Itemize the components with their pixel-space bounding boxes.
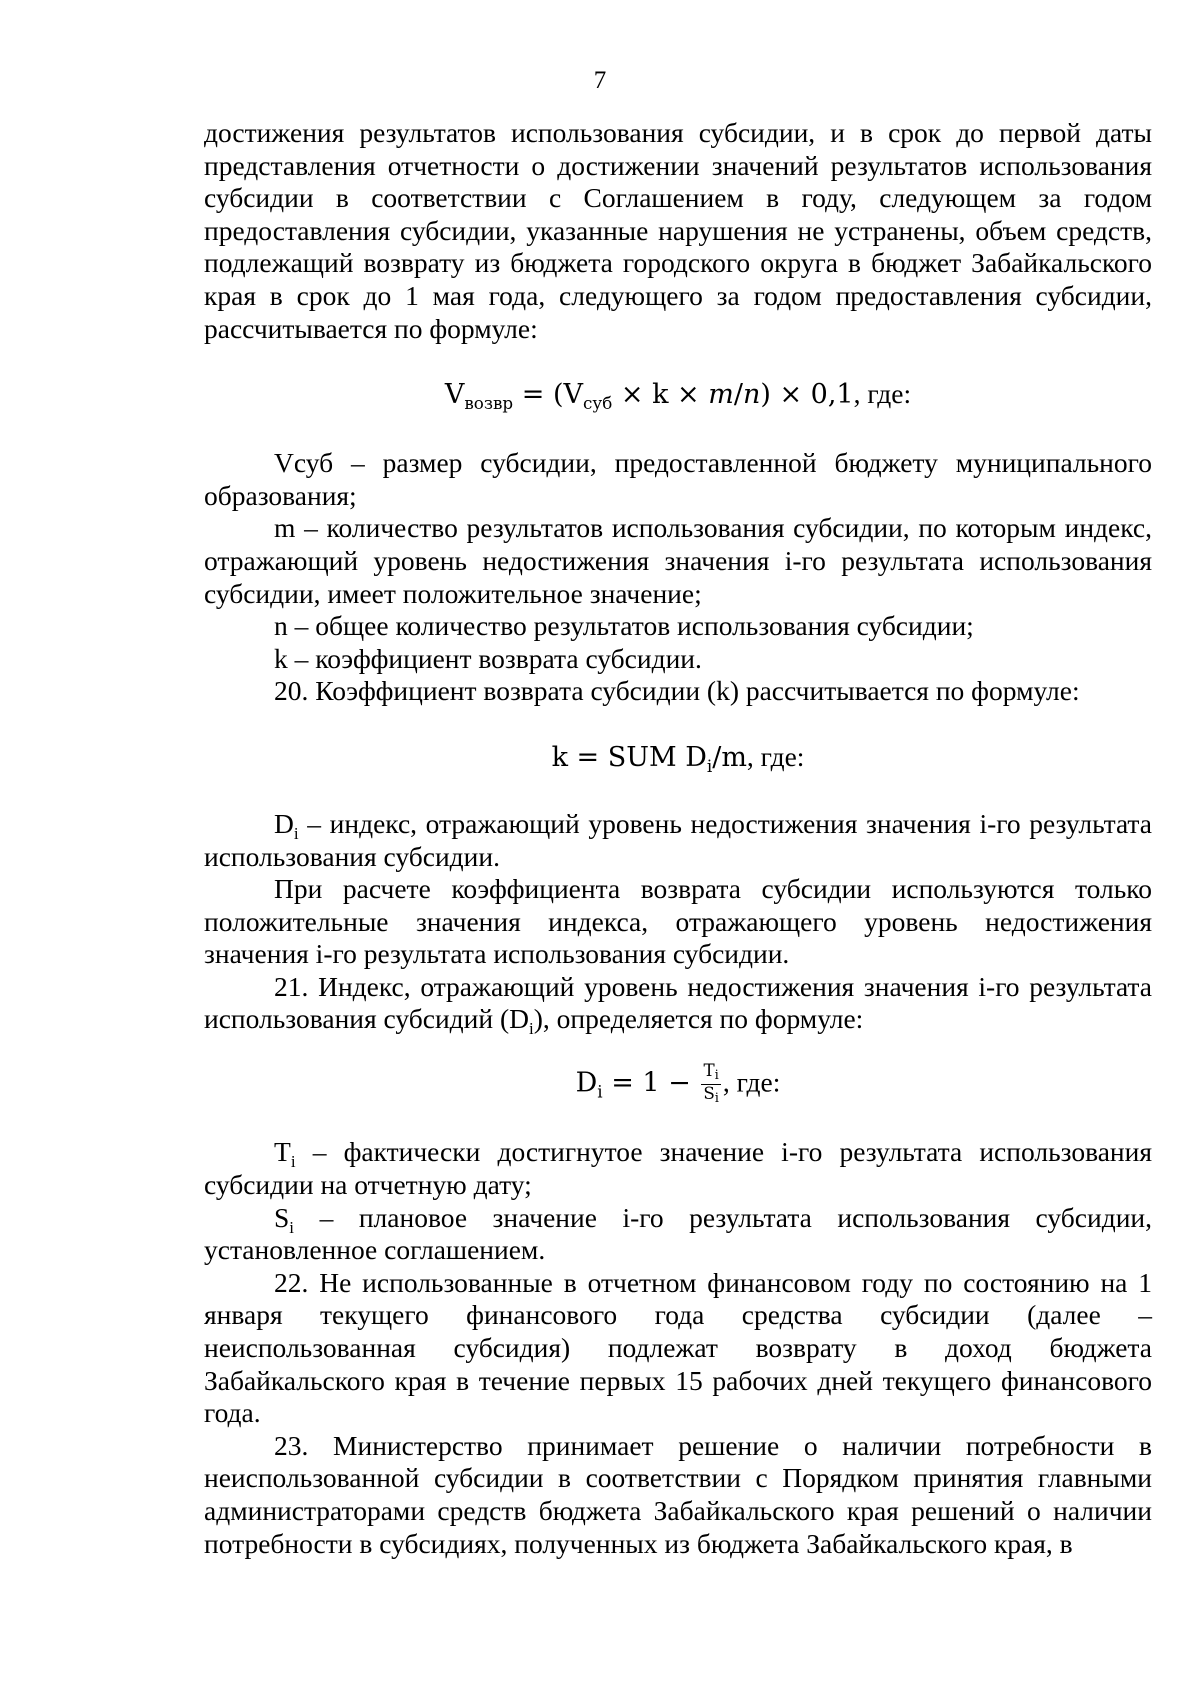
formula-k-where: , где: — [746, 740, 805, 772]
formula-di-lhs: D — [575, 1067, 598, 1099]
definition-si — [204, 1202, 1152, 1267]
fraction-numerator — [701, 1062, 720, 1085]
symbol-sub-i: i — [293, 823, 299, 843]
paragraph-21 — [204, 970, 1152, 1039]
symbol-t-sub-i: i — [290, 1152, 296, 1172]
formula-n: n — [742, 379, 761, 411]
definition-m: m – количество результатов использования субсидии, по которым индекс, отражающий уровень недостижения значения i-го результата использования субсидии, имеет положительное значение; — [204, 512, 1152, 609]
fraction-denominator — [701, 1082, 720, 1107]
denominator-sub-i: i — [714, 1089, 719, 1105]
formula-slash: / — [733, 379, 743, 411]
page-number: 7 — [593, 67, 607, 94]
formula-eq-part: = (V — [513, 379, 583, 411]
formula-var-v: V — [444, 379, 465, 411]
paragraph-21-text-a: 21. Индекс, отражающий уровень недостижения значения i-го результата использования субсидий (D — [204, 970, 1152, 1035]
document-body — [204, 117, 1152, 1560]
formula-k-rest: /m — [712, 741, 747, 773]
symbol-t: T — [274, 1136, 291, 1168]
paragraph-calculation-note: При расчете коэффициента возврата субсидии используются только положительные значения индекса, отражающего уровень недостижения значения i-го результата использования субсидии. — [204, 873, 1152, 970]
paragraph-return-conditions: достижения результатов использования субсидии, и в срок до первой даты представления отчетности о достижении значений результатов использования субсидии в соответствии с Соглашением в году, следующем за годом предоставления субсидии, указанные нарушения не устранены, объем средств, подлежащий возврату из бюджета городского округа в бюджет Забайкальского края в срок до 1 мая года, следующего за годом предоставления субсидии, рассчитывается по формуле: — [204, 117, 1152, 344]
formula-mult-part: × k × — [612, 379, 709, 411]
definition-ti-text: – фактически достигнутое значение i-го результата использования субсидии на отчетную дату; — [204, 1136, 1152, 1201]
definition-ti — [204, 1136, 1152, 1201]
formula-sub-sub: суб — [582, 393, 613, 413]
definition-di-text: – индекс, отражающий уровень недостижения значения i-го результата использования субсидии. — [204, 807, 1152, 872]
formula-where: , где: — [853, 378, 912, 410]
formula-index-di — [204, 1062, 1152, 1106]
paragraph-21-sub-i: i — [529, 1019, 534, 1039]
definition-si-text: – плановое значение i-го результата использования субсидии, установленное соглашением. — [204, 1201, 1153, 1266]
symbol-d: D — [274, 807, 294, 839]
definition-n: n – общее количество результатов использования субсидии; — [274, 610, 974, 642]
formula-di-where: , где: — [722, 1066, 781, 1098]
formula-m: m — [708, 379, 734, 411]
definition-k: k – коэффициент возврата субсидии. — [274, 642, 702, 674]
symbol-s: S — [274, 1201, 290, 1233]
formula-end: ) × 0,1 — [760, 379, 854, 411]
formula-di-mid: = 1 − — [602, 1067, 700, 1099]
numerator-sub-i: i — [714, 1067, 719, 1083]
denominator-s: S — [703, 1082, 715, 1103]
paragraph-20: 20. Коэффициент возврата субсидии (k) рассчитывается по формуле: — [274, 675, 1080, 707]
formula-return-volume — [204, 378, 1152, 411]
formula-coefficient-k — [204, 741, 1152, 774]
numerator-t: T — [703, 1060, 715, 1081]
definition-vsub: Vсуб – размер субсидии, предоставленной бюджету муниципального образования; — [204, 447, 1152, 511]
formula-sub-vozvr: возвр — [464, 393, 514, 413]
formula-fraction — [701, 1062, 720, 1106]
formula-di-sub-i: i — [597, 1081, 603, 1102]
symbol-s-sub-i: i — [289, 1217, 295, 1237]
paragraph-21-text-b: ), определяется по формуле: — [533, 1003, 864, 1035]
paragraph-22: 22. Не использованные в отчетном финансовом году по состоянию на 1 января текущего финансового года средства субсидии (далее – неиспользованная субсидия) подлежат возврату в доход бюджета Забайкальского края в течение первых 15 рабочих дней текущего финансового года. — [204, 1266, 1152, 1429]
definition-di — [204, 808, 1152, 873]
formula-k-sub-i: i — [706, 755, 713, 776]
paragraph-23: 23. Министерство принимает решение о наличии потребности в неиспользованной субсидии в соответствии с Порядком принятия главными администраторами средств бюджета Забайкальского края решений о наличии потребности в субсидиях, полученных из бюджета Забайкальского края, в — [204, 1429, 1152, 1559]
formula-k-lhs: k = SUM D — [551, 741, 707, 773]
